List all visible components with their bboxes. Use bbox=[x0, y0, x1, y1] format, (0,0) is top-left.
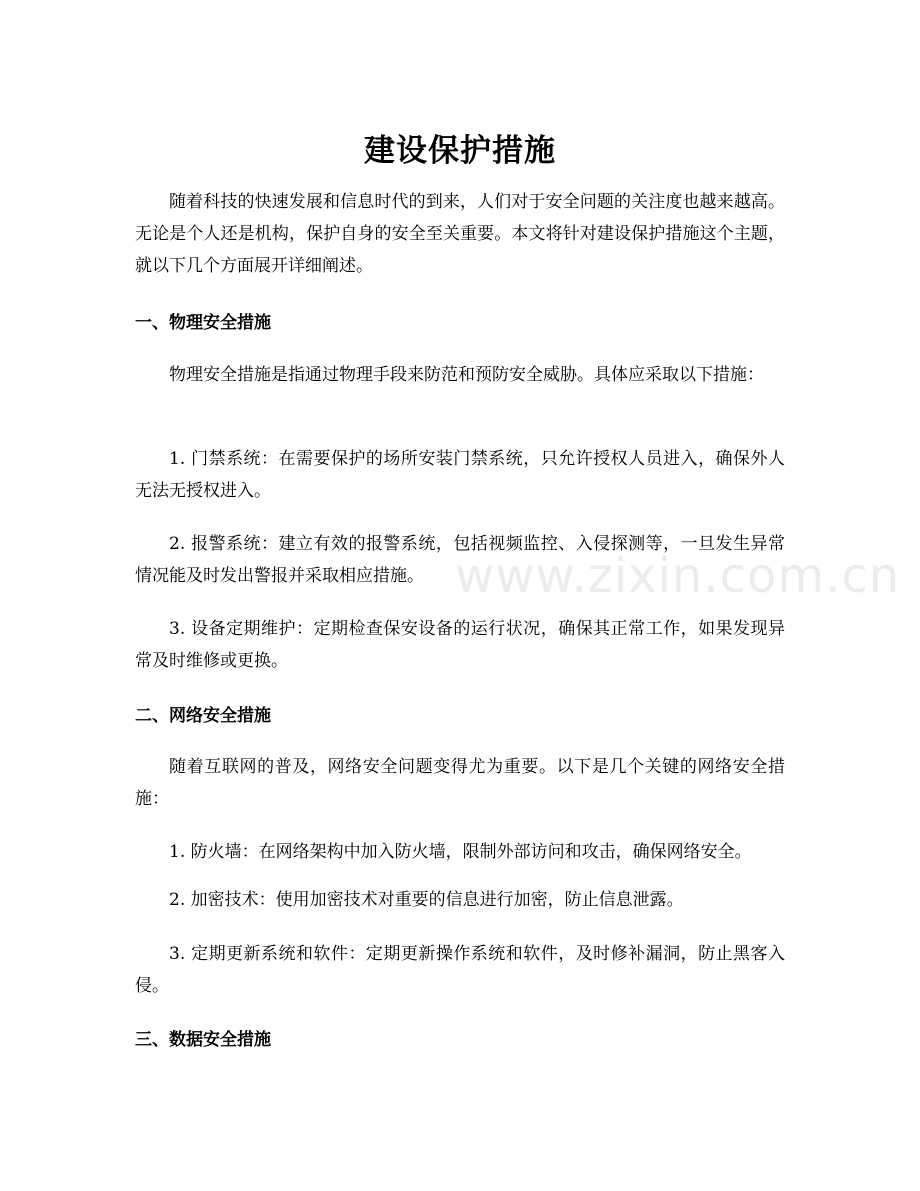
watermark: www.zixin.com.cn bbox=[455, 548, 901, 604]
list-item-encryption: 2. 加密技术：使用加密技术对重要的信息进行加密，防止信息泄露。 bbox=[169, 890, 684, 910]
section-heading-network: 二、网络安全措施 bbox=[135, 706, 271, 726]
list-item-alarm-system: 2. 报警系统：建立有效的报警系统，包括视频监控、入侵探测等，一旦发生异常情况能及时发出警报并采取相应措施。 bbox=[135, 534, 785, 586]
list-item-firewall: 1. 防火墙：在网络架构中加入防火墙，限制外部访问和攻击，确保网络安全。 bbox=[169, 842, 752, 862]
intro-paragraph: 随着科技的快速发展和信息时代的到来，人们对于安全问题的关注度也越来越高。无论是个人还是机构，保护自身的安全至关重要。本文将针对建设保护措施这个主题，就以下几个方面展开详细阐述。 bbox=[135, 192, 785, 276]
section-physical-intro: 物理安全措施是指通过物理手段来防范和预防安全威胁。具体应采取以下措施： bbox=[169, 365, 764, 385]
section-heading-data: 三、数据安全措施 bbox=[135, 1030, 271, 1050]
list-item-access-control: 1. 门禁系统：在需要保护的场所安装门禁系统，只允许授权人员进入，确保外人无法无授权进入。 bbox=[135, 449, 785, 501]
list-item-equipment-maintenance: 3. 设备定期维护：定期检查保安设备的运行状况，确保其正常工作，如果发现异常及时维修或更换。 bbox=[135, 619, 785, 671]
section-heading-physical: 一、物理安全措施 bbox=[135, 313, 271, 333]
list-item-system-updates: 3. 定期更新系统和软件：定期更新操作系统和软件，及时修补漏洞，防止黑客入侵。 bbox=[135, 944, 785, 996]
page-title: 建设保护措施 bbox=[364, 132, 556, 169]
section-network-intro: 随着互联网的普及，网络安全问题变得尤为重要。以下是几个关键的网络安全措施： bbox=[135, 757, 785, 809]
